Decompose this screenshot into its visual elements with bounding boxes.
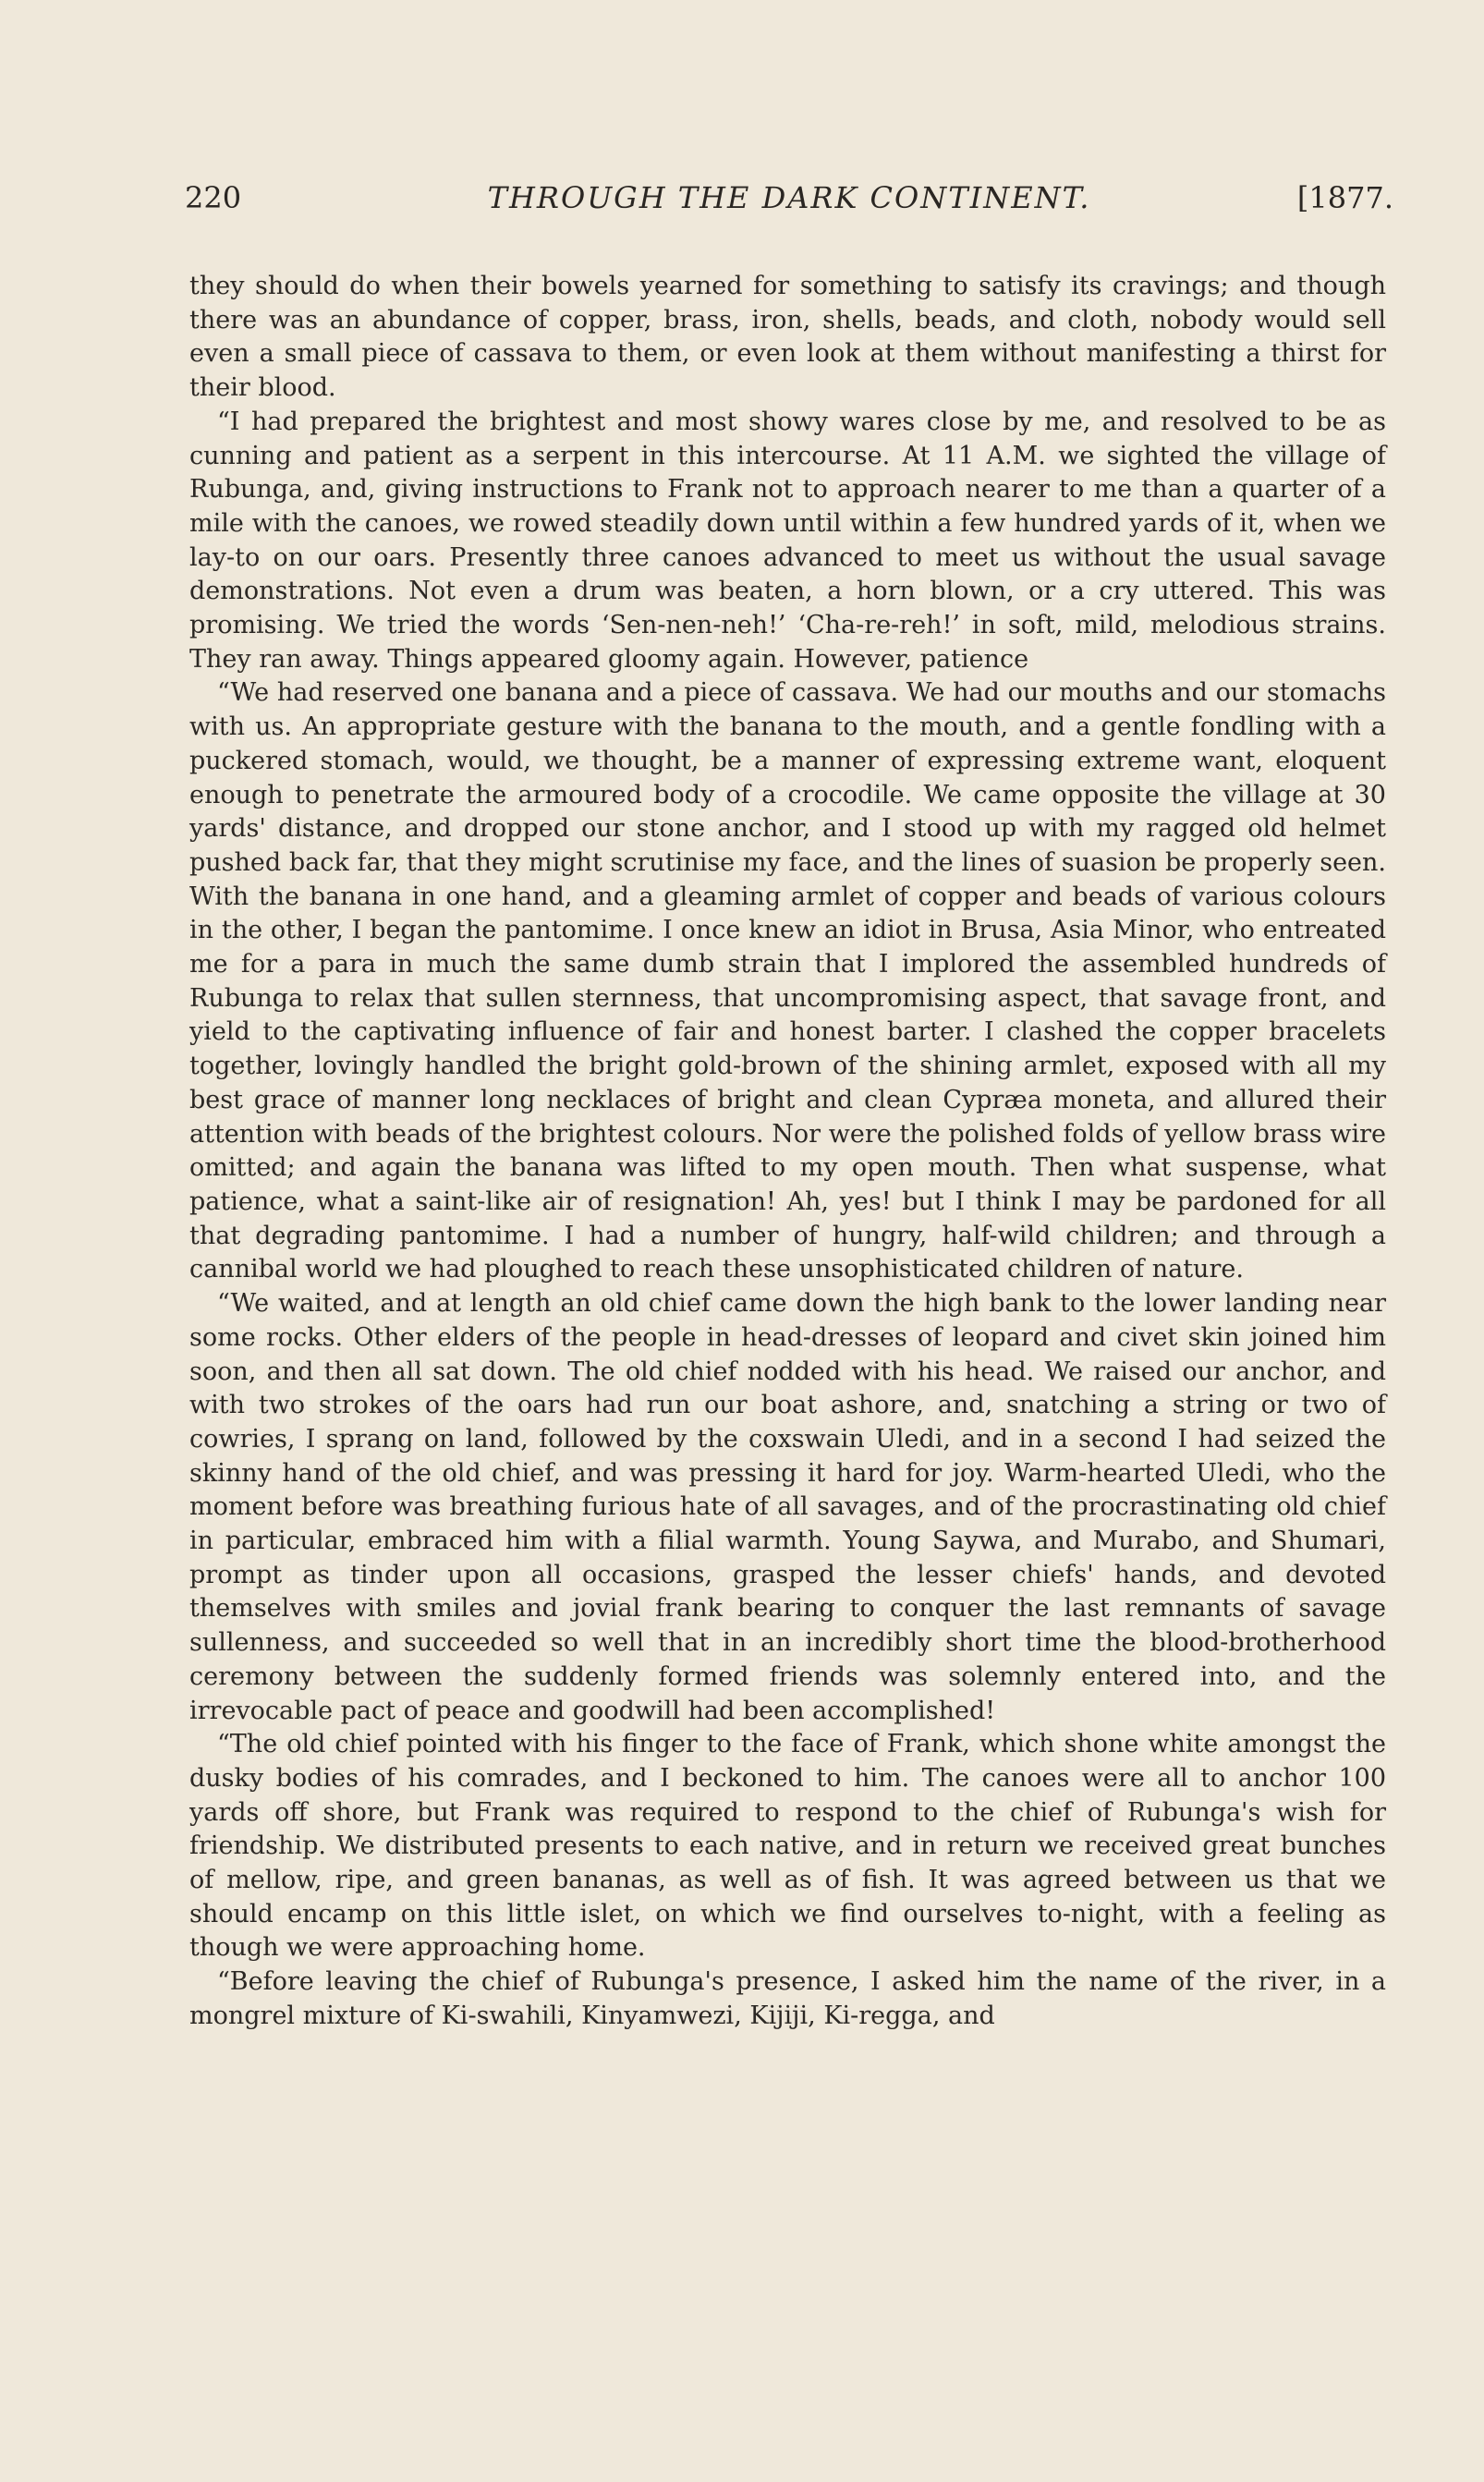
running-title: THROUGH THE DARK CONTINENT. <box>487 180 1091 215</box>
page-number: 220 <box>185 180 242 215</box>
paragraph-5: “The old chief pointed with his finger to the face of Frank, which shone white amongst the dusky bodies of his comrades, and I beckoned to him. The canoes were all to anchor 100 yards off shore, but Frank was required to respond to the chief of Rubunga's wish for friendship. We distributed presents to each native, and in return we received great bunches of mellow, ripe, and green bananas, as well as of fish. It was agreed between us that we should encamp on this little islet, on which we find ourselves to-night, with a feeling as though we were approaching home. <box>189 1730 1386 1963</box>
running-header <box>185 180 1393 226</box>
paragraph-4: “We waited, and at length an old chief came down the high bank to the lower landing near some rocks. Other elders of the people in head-dresses of leopard and civet skin joined him soon, and then all sat down. The old chief nodded with his head. We raised our anchor, and with two strokes of the oars had run our boat ashore, and, snatching a string or two of cowries, I sprang on land, followed by the coxswain Uledi, and in a second I had seized the skinny hand of the old chief, and was pressing it hard for joy. Warm-hearted Uledi, who the moment before was breathing furious hate of all savages, and of the procrastinating old chief in particular, embraced him with a filial warmth. Young Saywa, and Murabo, and Shumari, prompt as tinder upon all occasions, grasped the lesser chiefs' hands, and devoted themselves with smiles and jovial frank bearing to conquer the last remnants of savage sullenness, and succeeded so well that in an incredibly short time the blood-brotherhood ceremony between the suddenly formed friends was solemnly entered into, and the irrevocable pact of peace and goodwill had been accomplished! <box>189 1289 1386 1725</box>
paragraph-2: “I had prepared the brightest and most showy wares close by me, and resolved to be as cunning and patient as a serpent in this intercourse. At 11 A.M. we sighted the village of Rubunga, and, giving instructions to Frank not to approach nearer to me than a quarter of a mile with the canoes, we rowed steadily down until within a few hundred yards of it, when we lay-to on our oars. Presently three canoes advanced to meet us without the usual savage demonstrations. Not even a drum was beaten, a horn blown, or a cry uttered. This was promising. We tried the words ‘Sen-nen-neh!’ ‘Cha-re-reh!’ in soft, mild, melodious strains. They ran away. Things appeared gloomy again. However, patience <box>189 407 1386 674</box>
paragraph-6: “Before leaving the chief of Rubunga's presence, I asked him the name of the river, in a mongrel mixture of Ki-swahili, Kinyamwezi, Kijiji, Ki-regga, and <box>189 1967 1386 2030</box>
paragraph-3: “We had reserved one banana and a piece of cassava. We had our mouths and our stomachs with us. An appropriate gesture with the banana to the mouth, and a gentle fondling with a puckered stomach, would, we thought, be a manner of expressing extreme want, eloquent enough to penetrate the armoured body of a crocodile. We came opposite the village at 30 yards' distance, and dropped our stone anchor, and I stood up with my ragged old helmet pushed back far, that they might scrutinise my face, and the lines of suasion be properly seen. With the banana in one hand, and a gleaming armlet of copper and beads of various colours in the other, I began the pantomime. I once knew an idiot in Brusa, Asia Minor, who entreated me for a para in much the same dumb strain that I implored the assembled hundreds of Rubunga to relax that sullen sternness, that uncompromising aspect, that savage front, and yield to the captivating influence of fair and honest barter. I clashed the copper bracelets together, lovingly handled the bright gold-brown of the shining armlet, exposed with all my best grace of manner long necklaces of bright and clean Cypræa moneta, and allured their attention with beads of the brightest colours. Nor were the polished folds of yellow brass wire omitted; and again the banana was lifted to my open mouth. Then what suspense, what patience, what a saint-like air of resignation! Ah, yes! but I think I may be pardoned for all that degrading pantomime. I had a number of hungry, half-wild children; and through a cannibal world we had ploughed to reach these unsophisticated children of nature. <box>189 678 1386 1284</box>
paragraph-1: they should do when their bowels yearned for something to satisfy its cravings; and though there was an abundance of copper, brass, iron, shells, beads, and cloth, nobody would sell even a small piece of cassava to them, or even look at them without manifesting a thirst for their blood. <box>189 272 1386 403</box>
body-text <box>189 270 1386 2034</box>
header-year: [1877. <box>1296 180 1393 215</box>
